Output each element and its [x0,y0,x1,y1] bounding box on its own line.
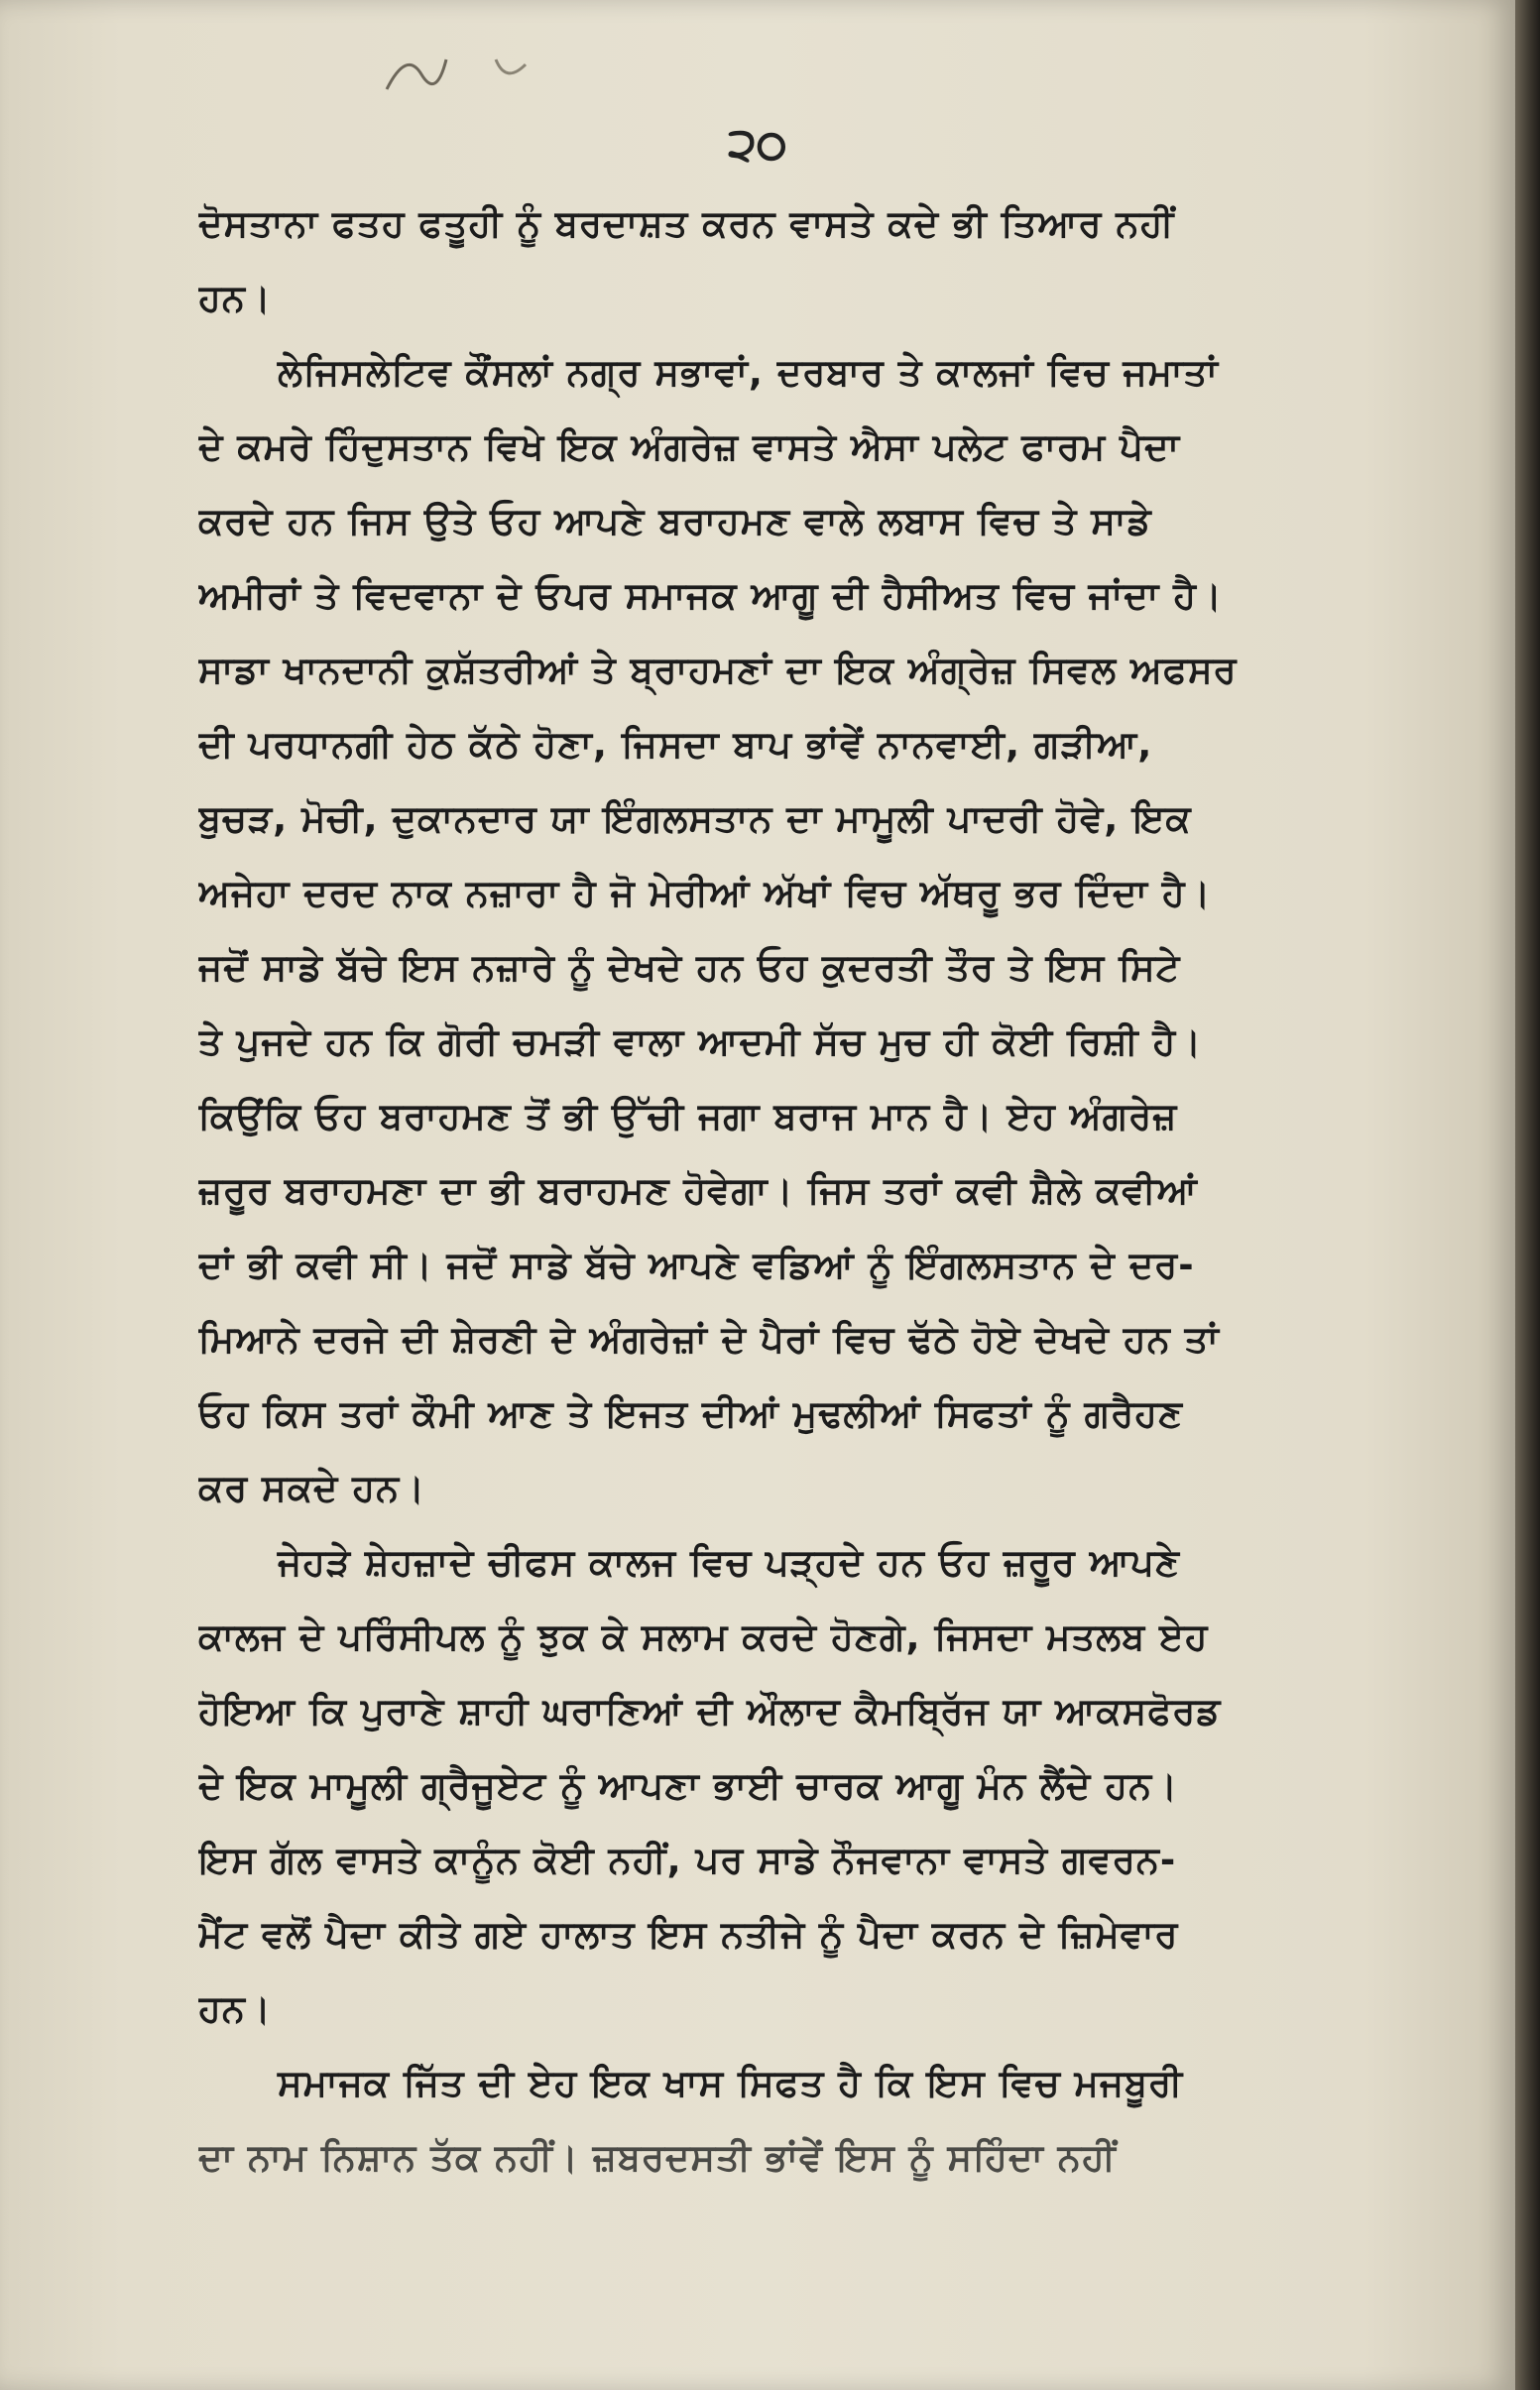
text-line: ਲੇਜਿਸਲੇਟਿਵ ਕੌਂਸਲਾਂ ਨਗ੍ਰ ਸਭਾਵਾਂ, ਦਰਬਾਰ ਤੇ ਕਾਲਜਾਂ ਵਿਚ ਜਮਾਤਾਂ [278,351,1219,394]
text-line: ਦੇ ਇਕ ਮਾਮੂਲੀ ਗ੍ਰੈਜੂਏਟ ਨੂੰ ਆਪਣਾ ਭਾਈ ਚਾਰਕ ਆਗੂ ਮੰਨ ਲੈਂਦੇ ਹਨ। [198,1764,1179,1807]
text-line: ਜੇਹੜੇ ਸ਼ੇਹਜ਼ਾਦੇ ਚੀਫਸ ਕਾਲਜ ਵਿਚ ਪੜ੍ਹਦੇ ਹਨ ਓਹ ਜ਼ਰੂਰ ਆਪਣੇ [278,1541,1180,1584]
text-line: ਅਮੀਰਾਂ ਤੇ ਵਿਦਵਾਨਾ ਦੇ ਓਪਰ ਸਮਾਜਕ ਆਗੂ ਦੀ ਹੈਸੀਅਤ ਵਿਚ ਜਾਂਦਾ ਹੈ। [198,574,1223,617]
paragraph-4 [198,2046,1487,2195]
text-line: ਦੋਸਤਾਨਾ ਫਤਹ ਫਤੂਹੀ ਨੂੰ ਬਰਦਾਸ਼ਤ ਕਰਨ ਵਾਸਤੇ ਕਦੇ ਭੀ ਤਿਆਰ ਨਹੀਂ [198,202,1175,245]
text-line: ਕਰਦੇ ਹਨ ਜਿਸ ਉਤੇ ਓਹ ਆਪਣੇ ਬਰਾਹਮਣ ਵਾਲੇ ਲਬਾਸ ਵਿਚ ਤੇ ਸਾਡੇ [198,500,1152,542]
text-line: ਕਾਲਜ ਦੇ ਪਰਿੰਸੀਪਲ ਨੂੰ ਝੁਕ ਕੇ ਸਲਾਮ ਕਰਦੇ ਹੋਣਗੇ, ਜਿਸਦਾ ਮਤਲਬ ਏਹ [198,1615,1209,1658]
text-line: ਹਨ। [198,1987,272,2030]
text-line: ਹਨ। [198,277,272,319]
text-line: ਦੇ ਕਮਰੇ ਹਿੰਦੁਸਤਾਨ ਵਿਖੇ ਇਕ ਅੰਗਰੇਜ਼ ਵਾਸਤੇ ਐਸਾ ਪਲੇਟ ਫਾਰਮ ਪੈਦਾ [198,425,1181,468]
text-line: ਸਮਾਜਕ ਜਿੱਤ ਦੀ ਏਹ ਇਕ ਖਾਸ ਸਿਫਤ ਹੈ ਕਿ ਇਸ ਵਿਚ ਮਜਬੂਰੀ [278,2062,1184,2104]
text-line: ਓਹ ਕਿਸ ਤਰਾਂ ਕੌਮੀ ਆਣ ਤੇ ਇਜਤ ਦੀਆਂ ਮੁਢਲੀਆਂ ਸਿਫਤਾਂ ਨੂੰ ਗਰੈਹਣ [198,1392,1183,1435]
text-line: ਤੇ ਪੁਜਦੇ ਹਨ ਕਿ ਗੋਰੀ ਚਮੜੀ ਵਾਲਾ ਆਦਮੀ ਸੱਚ ਮੁਚ ਹੀ ਕੋਈ ਰਿਸ਼ੀ ਹੈ। [198,1020,1203,1063]
body-text [198,186,1487,2195]
text-line: ਕਿਉਂਕਿ ਓਹ ਬਰਾਹਮਣ ਤੋਂ ਭੀ ਉੱਚੀ ਜਗਾ ਬਰਾਜ ਮਾਨ ਹੈ। ਏਹ ਅੰਗਰੇਜ਼ [198,1095,1178,1137]
pencil-mark [377,40,555,99]
text-line: ਇਸ ਗੱਲ ਵਾਸਤੇ ਕਾਨੂੰਨ ਕੋਈ ਨਹੀਂ, ਪਰ ਸਾਡੇ ਨੌਜਵਾਨਾ ਵਾਸਤੇ ਗਵਰਨ- [198,1839,1177,1881]
text-line: ਹੋਇਆ ਕਿ ਪੁਰਾਣੇ ਸ਼ਾਹੀ ਘਰਾਣਿਆਂ ਦੀ ਔਲਾਦ ਕੈਮਬ੍ਰਿੱਜ ਯਾ ਆਕਸਫੋਰਡ [198,1690,1222,1733]
text-line: ਸਾਡਾ ਖਾਨਦਾਨੀ ਕੁਸ਼ੱਤਰੀਆਂ ਤੇ ਬ੍ਰਾਹਮਣਾਂ ਦਾ ਇਕ ਅੰਗ੍ਰੇਜ਼ ਸਿਵਲ ਅਫਸਰ [198,649,1238,691]
paragraph-1 [198,186,1487,335]
text-line: ਬੁਚੜ, ਮੋਚੀ, ਦੁਕਾਨਦਾਰ ਯਾ ਇੰਗਲਸਤਾਨ ਦਾ ਮਾਮੂਲੀ ਪਾਦਰੀ ਹੋਵੇ, ਇਕ [198,797,1192,840]
text-line: ਕਰ ਸਕਦੇ ਹਨ। [198,1467,426,1509]
page-number: ੨੦ [728,117,787,171]
paragraph-3 [198,1525,1487,2046]
text-line: ਅਜੇਹਾ ਦਰਦ ਨਾਕ ਨਜ਼ਾਰਾ ਹੈ ਜੋ ਮੇਰੀਆਂ ਅੱਖਾਂ ਵਿਚ ਅੱਥਰੂ ਭਰ ਦਿੰਦਾ ਹੈ। [198,872,1212,914]
book-spine-shadow [1515,0,1540,2390]
text-line: ਜਦੋਂ ਸਾਡੇ ਬੱਚੇ ਇਸ ਨਜ਼ਾਰੇ ਨੂੰ ਦੇਖਦੇ ਹਨ ਓਹ ਕੁਦਰਤੀ ਤੌਰ ਤੇ ਇਸ ਸਿਟੇ [198,946,1181,989]
text-line: ਮੈਂਟ ਵਲੋਂ ਪੈਦਾ ਕੀਤੇ ਗਏ ਹਾਲਾਤ ਇਸ ਨਤੀਜੇ ਨੂੰ ਪੈਦਾ ਕਰਨ ਦੇ ਜ਼ਿਮੇਵਾਰ [198,1913,1179,1956]
text-line: ਦਾਂ ਭੀ ਕਵੀ ਸੀ। ਜਦੋਂ ਸਾਡੇ ਬੱਚੇ ਆਪਣੇ ਵਡਿਆਂ ਨੂੰ ਇੰਗਲਸਤਾਨ ਦੇ ਦਰ- [198,1244,1195,1286]
text-line: ਦੀ ਪਰਧਾਨਗੀ ਹੇਠ ਕੱਠੇ ਹੋਣਾ, ਜਿਸਦਾ ਬਾਪ ਭਾਂਵੇਂ ਨਾਨਵਾਈ, ਗੜੀਆ, [198,723,1153,766]
text-line: ਜ਼ਰੂਰ ਬਰਾਹਮਣਾ ਦਾ ਭੀ ਬਰਾਹਮਣ ਹੋਵੇਗਾ। ਜਿਸ ਤਰਾਂ ਕਵੀ ਸ਼ੈਲੇ ਕਵੀਆਂ [198,1169,1198,1212]
text-line: ਦਾ ਨਾਮ ਨਿਸ਼ਾਨ ਤੱਕ ਨਹੀਂ। ਜ਼ਬਰਦਸਤੀ ਭਾਂਵੇਂ ਇਸ ਨੂੰ ਸਹਿੰਦਾ ਨਹੀਂ [198,2136,1117,2179]
text-line: ਮਿਆਨੇ ਦਰਜੇ ਦੀ ਸ਼ੇਰਣੀ ਦੇ ਅੰਗਰੇਜ਼ਾਂ ਦੇ ਪੈਰਾਂ ਵਿਚ ਢੱਠੇ ਹੋਏ ਦੇਖਦੇ ਹਨ ਤਾਂ [198,1318,1220,1361]
paragraph-2 [198,335,1487,1525]
